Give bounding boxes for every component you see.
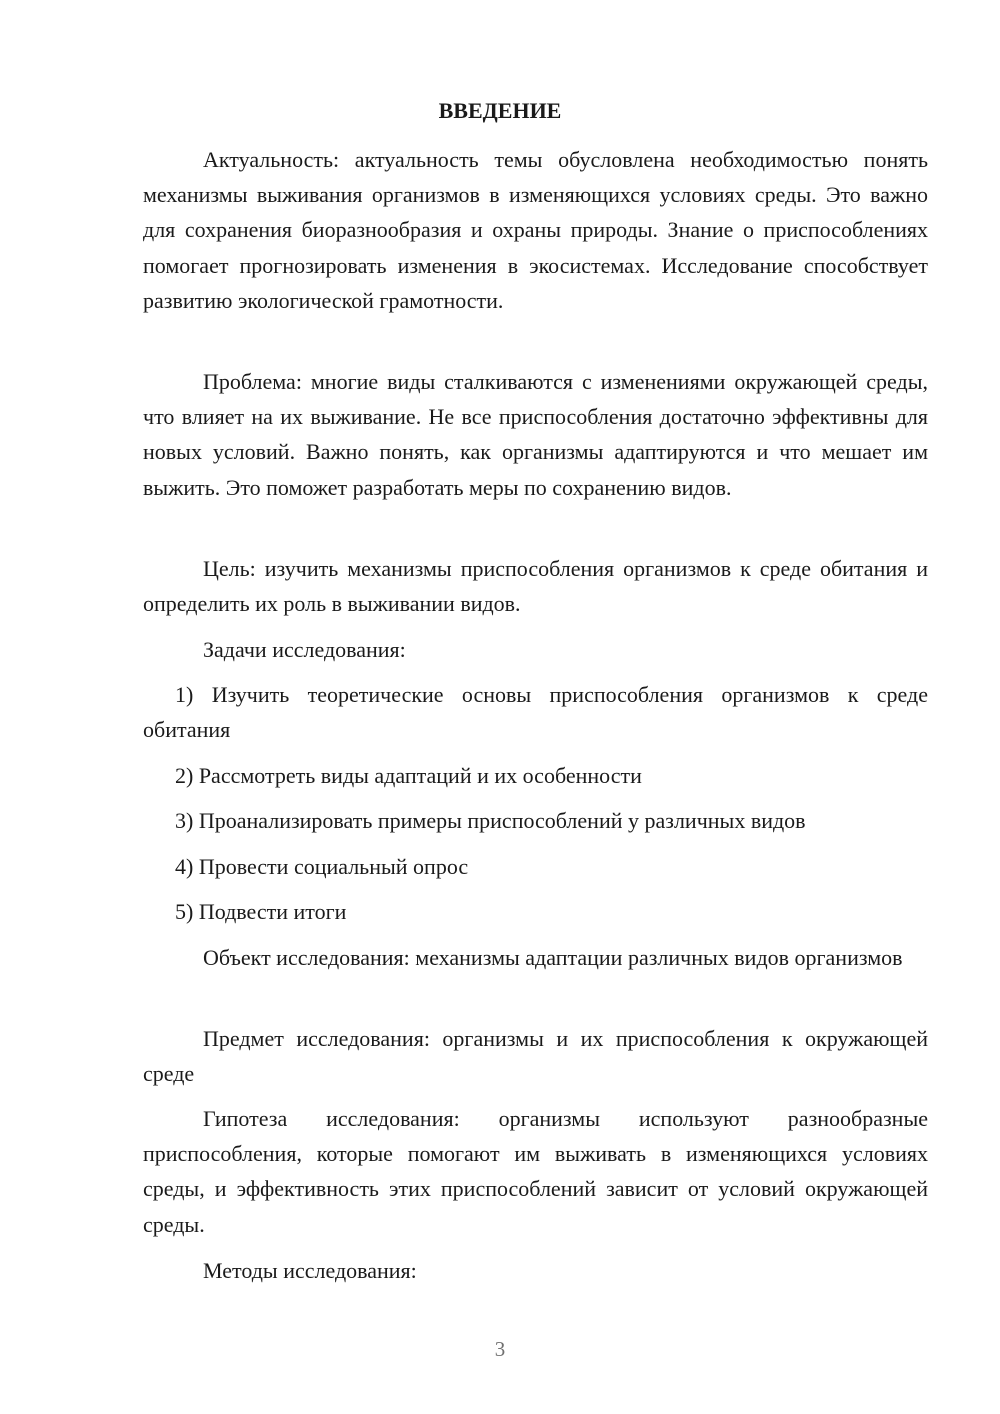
- paragraph-methods-title: Методы исследования:: [203, 1258, 417, 1283]
- list-item-task-1: 1) Изучить теоретические основы приспособления организмов к среде обитания: [143, 682, 928, 743]
- list-item-task-2: 2) Рассмотреть виды адаптаций и их особенности: [175, 763, 642, 788]
- paragraph-tasks-title: Задачи исследования:: [203, 637, 406, 662]
- list-item-task-4: 4) Провести социальный опрос: [175, 854, 469, 879]
- page-title: ВВЕДЕНИЕ: [438, 98, 562, 123]
- paragraph-problem: Проблема: многие виды сталкиваются с изменениями окружающей среды, что влияет на их выживание. Не все приспособления достаточно эффективны для новых условий. Важно понять, как организмы адаптируются и что мешает им выжить. Это поможет разработать меры по сохранению видов.: [143, 369, 928, 500]
- paragraph-relevance: Актуальность: актуальность темы обусловлена необходимостью понять механизмы выживания организмов в изменяющихся условиях среды. Это важно для сохранения биоразнообразия и охраны природы. Знание о приспособлениях помогает прогнозировать изменения в экосистемах. Исследование способствует развитию экологической грамотности.: [143, 147, 928, 313]
- page-number: 3: [494, 1337, 506, 1361]
- paragraph-goal: Цель: изучить механизмы приспособления организмов к среде обитания и определить их роль в выживании видов.: [143, 556, 928, 617]
- list-item-task-5: 5) Подвести итоги: [175, 899, 347, 924]
- paragraph-hypothesis: Гипотеза исследования: организмы используют разнообразные приспособления, которые помогают им выживать в изменяющихся условиях среды, и эффективность этих приспособлений зависит от условий окружающей среды.: [143, 1106, 928, 1237]
- paragraph-subject: Предмет исследования: организмы и их приспособления к окружающей среде: [143, 1026, 928, 1087]
- list-item-task-3: 3) Проанализировать примеры приспособлений у различных видов: [175, 808, 806, 833]
- paragraph-object: Объект исследования: механизмы адаптации различных видов организмов: [203, 945, 903, 970]
